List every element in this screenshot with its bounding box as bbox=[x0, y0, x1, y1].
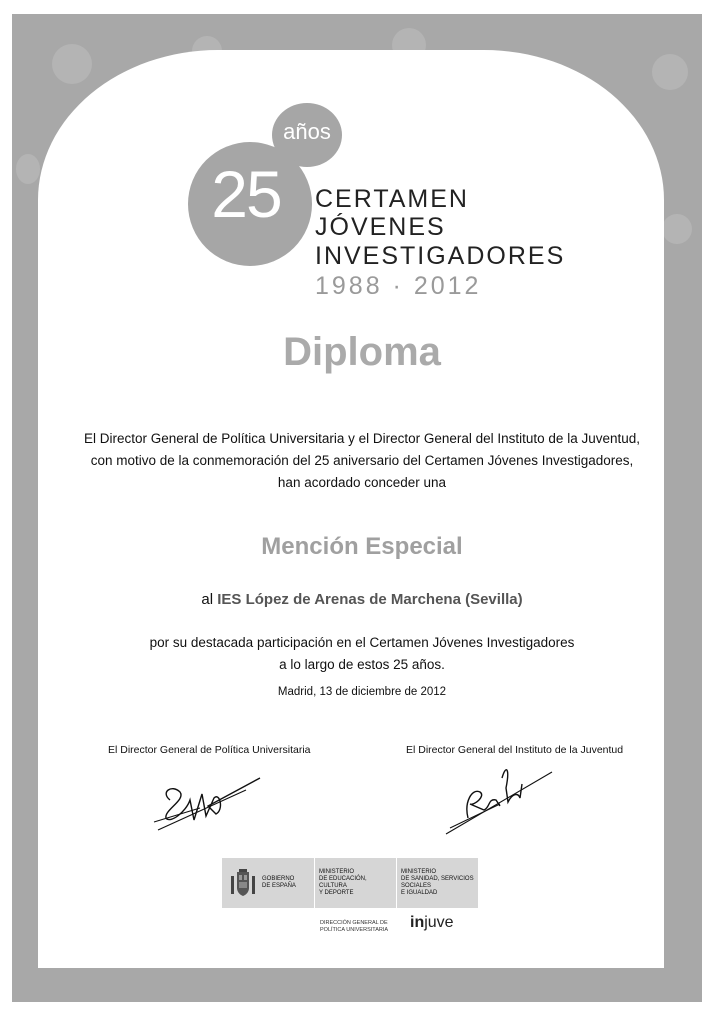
intro-paragraph bbox=[40, 428, 684, 494]
injuve-logo-bold: in bbox=[410, 914, 425, 931]
ministerio-sanidad-line: MINISTERIO bbox=[401, 869, 437, 875]
ministerio-educacion-line: MINISTERIO bbox=[319, 869, 355, 875]
intro-line: El Director General de Política Universitaria y el Director General del Instituto de la Juventud, bbox=[83, 431, 640, 446]
government-logo-banner bbox=[222, 858, 478, 908]
ministerio-educacion-line: Y DEPORTE bbox=[319, 890, 354, 896]
reason-line: a lo largo de estos 25 años. bbox=[279, 657, 445, 672]
frame-texture-spot bbox=[662, 214, 692, 244]
left-signature bbox=[150, 770, 270, 836]
gobierno-line: GOBIERNO bbox=[262, 876, 295, 882]
direccion-general-text bbox=[320, 920, 388, 934]
recipient-line bbox=[0, 591, 724, 608]
logo-years: 1988 · 2012 bbox=[315, 272, 482, 300]
injuve-logo bbox=[410, 914, 454, 932]
reason-line: por su destacada participación en el Certamen Jóvenes Investigadores bbox=[149, 635, 575, 650]
award-title: Mención Especial bbox=[261, 533, 463, 560]
intro-line: han acordado conceder una bbox=[277, 475, 447, 490]
logo-anos-text: años bbox=[283, 119, 331, 144]
reason-paragraph bbox=[40, 632, 684, 676]
recipient-prefix: al bbox=[201, 591, 214, 608]
direccion-line: DIRECCIÓN GENERAL DE bbox=[320, 920, 388, 926]
right-signature bbox=[440, 758, 560, 838]
logo-line-investigadores: INVESTIGADORES bbox=[315, 242, 566, 270]
direccion-line: POLÍTICA UNIVERSITARIA bbox=[320, 927, 389, 933]
diploma-title: Diploma bbox=[283, 330, 441, 374]
frame-texture-spot bbox=[652, 54, 688, 90]
logo-line-jovenes: JÓVENES bbox=[315, 213, 446, 241]
logo-number: 25 bbox=[211, 157, 281, 231]
intro-line: con motivo de la conmemoración del 25 aniversario del Certamen Jóvenes Investigadores, bbox=[90, 453, 634, 468]
gobierno-text bbox=[262, 876, 296, 890]
injuve-logo-rest: juve bbox=[424, 914, 454, 931]
right-signatory-title: El Director General del Instituto de la Juventud bbox=[406, 744, 624, 756]
ministerio-sanidad-line: DE SANIDAD, SERVICIOS SOCIALES bbox=[401, 876, 474, 889]
ministerio-educacion-cell bbox=[314, 858, 396, 908]
logo-line-certamen: CERTAMEN bbox=[315, 185, 469, 213]
gobierno-cell bbox=[222, 858, 314, 908]
recipient-name: IES López de Arenas de Marchena (Sevilla) bbox=[217, 591, 523, 608]
frame-texture-spot bbox=[16, 154, 40, 184]
frame-texture-spot bbox=[52, 44, 92, 84]
coat-of-arms-icon bbox=[230, 868, 256, 898]
place-date: Madrid, 13 de diciembre de 2012 bbox=[277, 686, 447, 698]
ministerio-educacion-line: DE EDUCACIÓN, CULTURA bbox=[319, 876, 367, 889]
ministerio-sanidad-line: E IGUALDAD bbox=[401, 890, 438, 896]
gobierno-line: DE ESPAÑA bbox=[262, 883, 296, 889]
left-signatory-title: El Director General de Política Universitaria bbox=[108, 744, 311, 756]
ministerio-sanidad-cell bbox=[396, 858, 478, 908]
